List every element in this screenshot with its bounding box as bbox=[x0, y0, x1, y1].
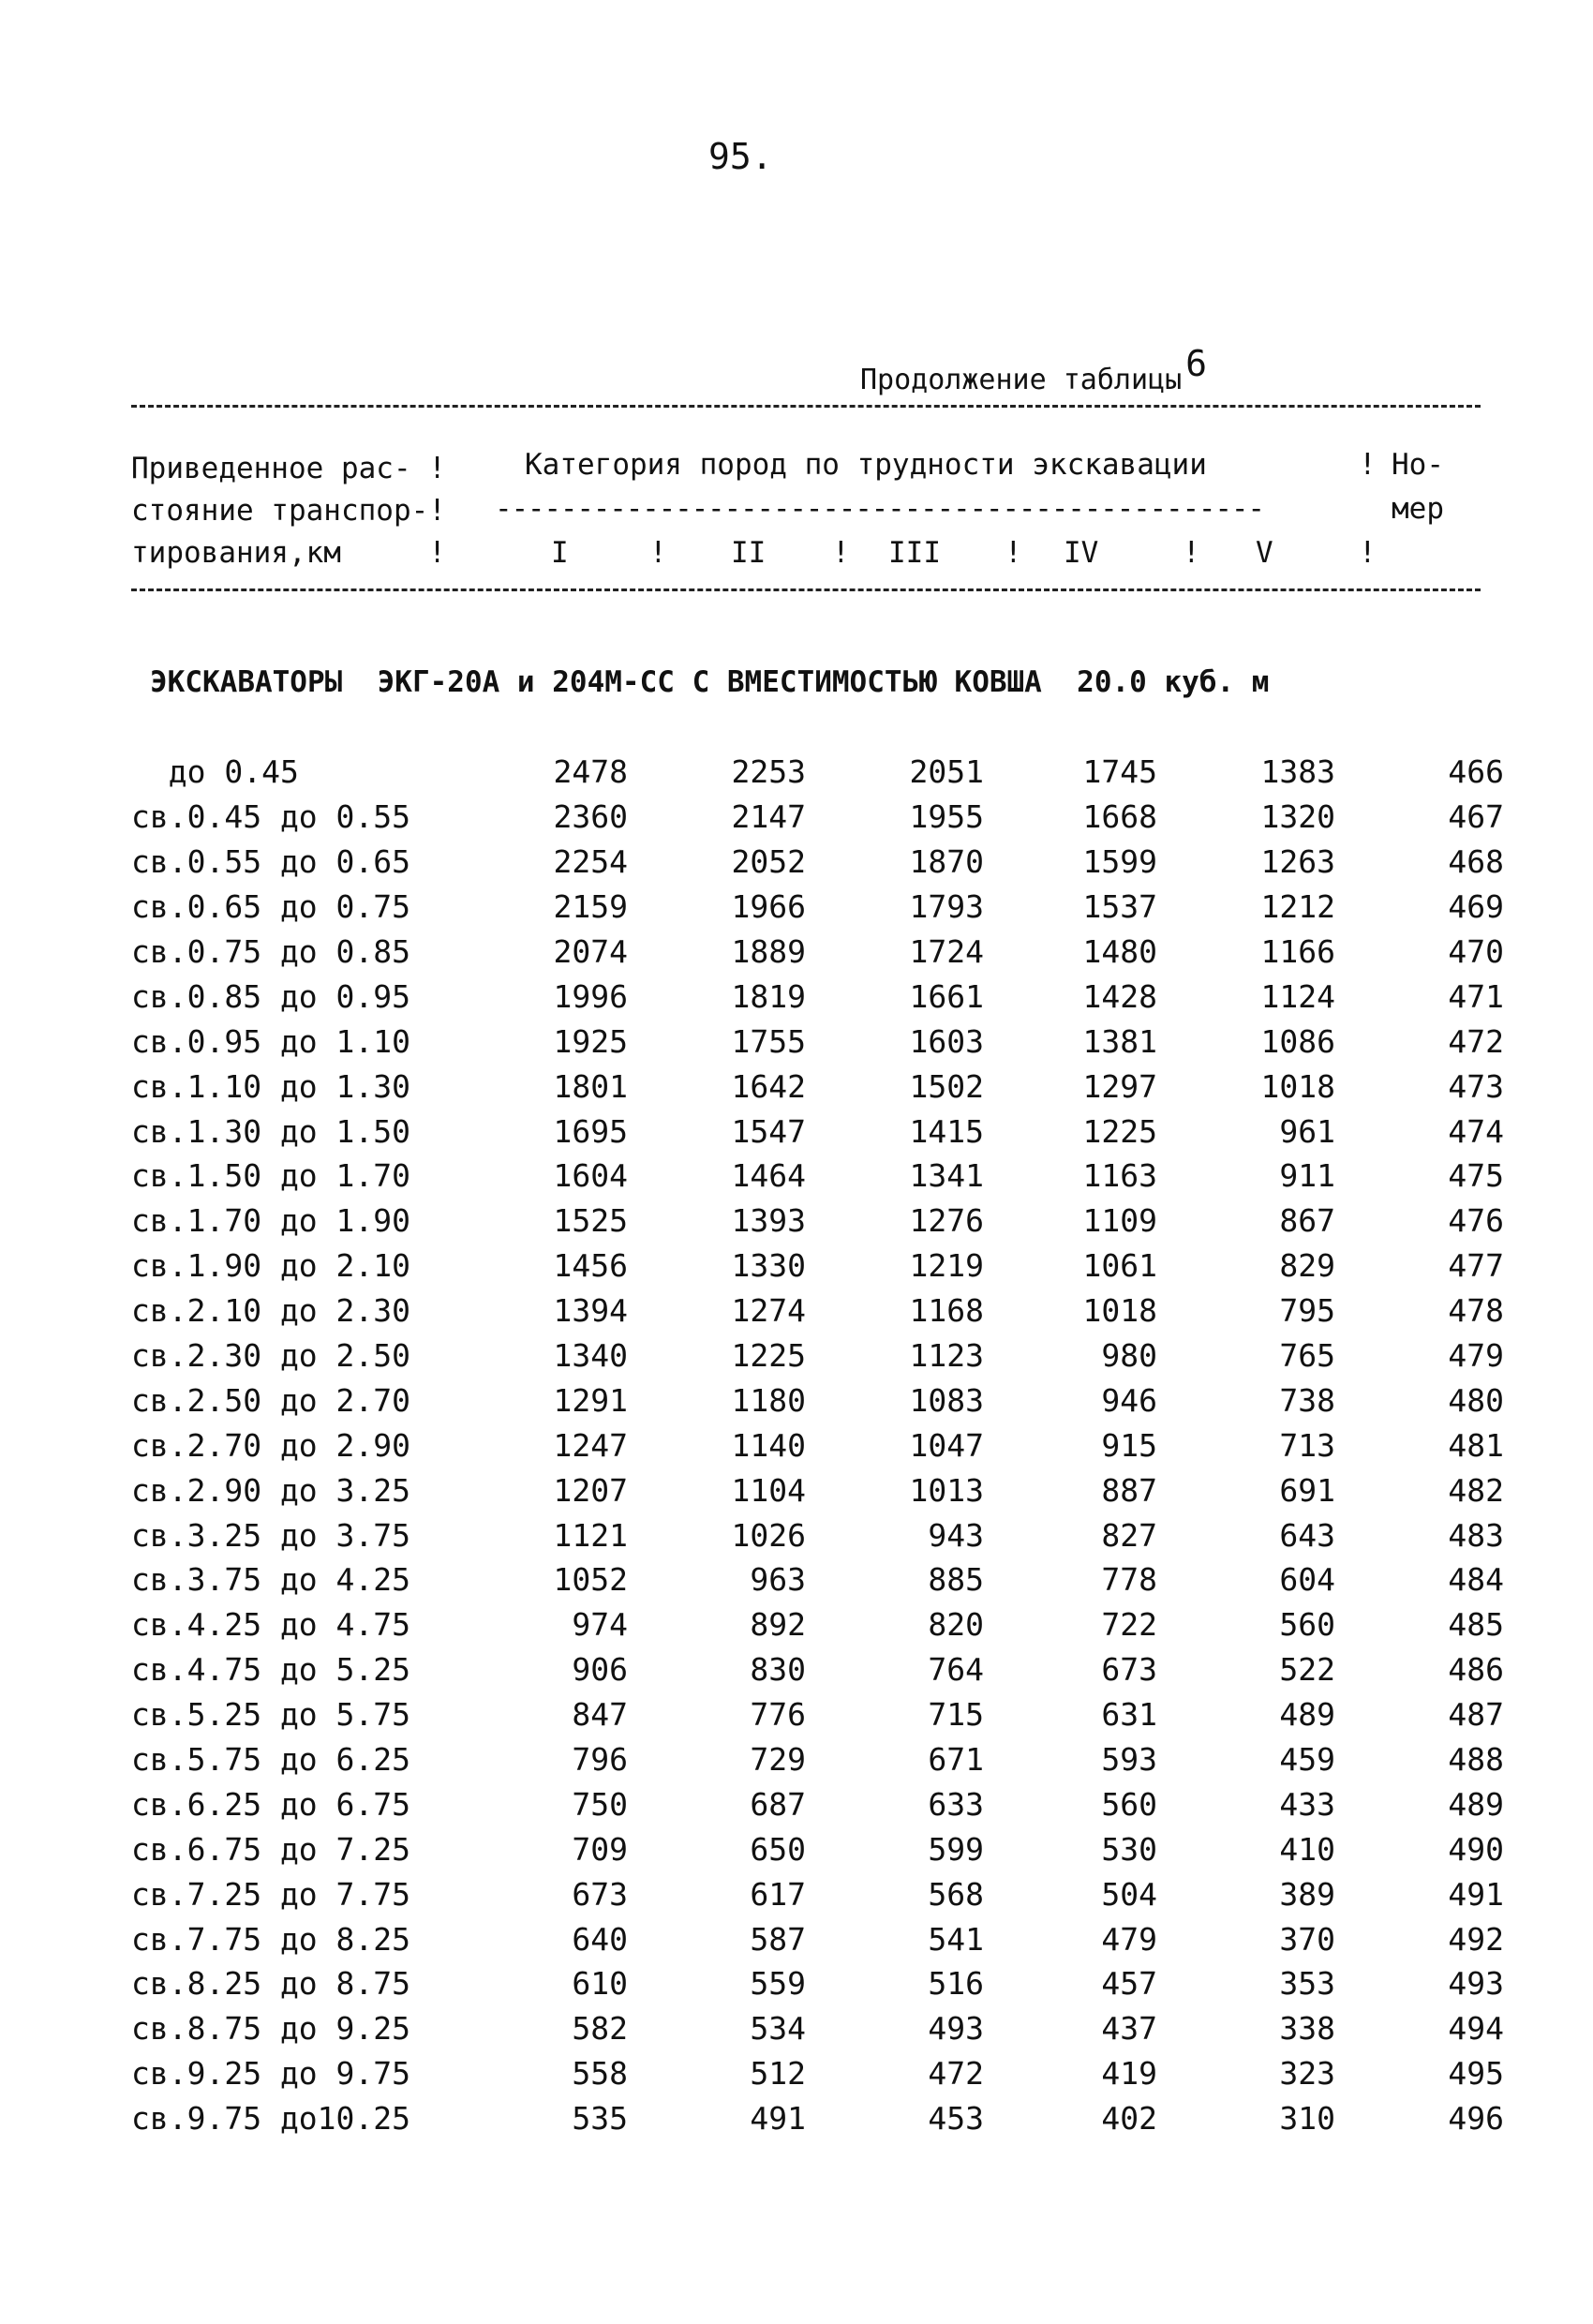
value-cell-cat-1: 1394 bbox=[553, 1292, 628, 1330]
value-cell-cat-4: 1225 bbox=[1082, 1112, 1157, 1150]
distance-cell: св.1.30 до 1.50 bbox=[131, 1112, 411, 1150]
value-cell-cat-5: 560 bbox=[1279, 1606, 1335, 1644]
table-row bbox=[122, 750, 1504, 795]
distance-cell: св.0.75 до 0.85 bbox=[131, 933, 411, 970]
value-cell-cat-3: 1219 bbox=[909, 1247, 984, 1285]
value-cell-cat-2: 587 bbox=[750, 1920, 806, 1958]
header-category-2: II bbox=[731, 536, 767, 570]
value-cell-cat-5: 1263 bbox=[1260, 843, 1335, 881]
value-cell-cat-2: 1104 bbox=[731, 1471, 806, 1509]
value-cell-cat-3: 541 bbox=[928, 1920, 984, 1958]
row-number-cell: 468 bbox=[1448, 843, 1504, 881]
table-row bbox=[122, 1467, 1504, 1512]
row-number-cell: 471 bbox=[1448, 977, 1504, 1015]
value-cell-cat-4: 530 bbox=[1101, 1830, 1157, 1868]
value-cell-cat-1: 673 bbox=[572, 1875, 628, 1913]
distance-cell: св.3.75 до 4.25 bbox=[131, 1561, 411, 1599]
value-cell-cat-3: 1047 bbox=[909, 1426, 984, 1464]
row-number-cell: 482 bbox=[1448, 1471, 1504, 1509]
value-cell-cat-2: 963 bbox=[750, 1561, 806, 1599]
value-cell-cat-2: 1225 bbox=[731, 1337, 806, 1375]
table-row bbox=[122, 1871, 1504, 1916]
value-cell-cat-3: 568 bbox=[928, 1875, 984, 1913]
table-row bbox=[122, 1737, 1504, 1782]
value-cell-cat-4: 827 bbox=[1101, 1516, 1157, 1554]
value-cell-cat-5: 323 bbox=[1279, 2055, 1335, 2093]
table-row bbox=[122, 1423, 1504, 1467]
value-cell-cat-4: 1061 bbox=[1082, 1247, 1157, 1285]
header-cat-sep-5: ! bbox=[1359, 536, 1377, 570]
value-cell-cat-2: 1026 bbox=[731, 1516, 806, 1554]
value-cell-cat-1: 1801 bbox=[553, 1067, 628, 1105]
value-cell-cat-1: 558 bbox=[572, 2055, 628, 2093]
row-number-cell: 475 bbox=[1448, 1157, 1504, 1195]
value-cell-cat-5: 353 bbox=[1279, 1965, 1335, 2003]
table-row bbox=[122, 1333, 1504, 1378]
value-cell-cat-3: 453 bbox=[928, 2100, 984, 2138]
table-row bbox=[122, 930, 1504, 975]
value-cell-cat-3: 671 bbox=[928, 1741, 984, 1779]
table-row bbox=[122, 1244, 1504, 1289]
value-cell-cat-4: 1018 bbox=[1082, 1292, 1157, 1330]
header-category-1: I bbox=[551, 536, 569, 570]
value-cell-cat-4: 1381 bbox=[1082, 1022, 1157, 1060]
value-cell-cat-5: 738 bbox=[1279, 1381, 1335, 1419]
value-cell-cat-1: 1052 bbox=[553, 1561, 628, 1599]
header-bottom-rule bbox=[131, 588, 1481, 591]
value-cell-cat-1: 750 bbox=[572, 1785, 628, 1823]
row-number-cell: 489 bbox=[1448, 1785, 1504, 1823]
distance-cell: св.2.50 до 2.70 bbox=[131, 1381, 411, 1419]
value-cell-cat-5: 433 bbox=[1279, 1785, 1335, 1823]
distance-cell: св.4.75 до 5.25 bbox=[131, 1651, 411, 1689]
value-cell-cat-3: 1168 bbox=[909, 1292, 984, 1330]
table-row bbox=[122, 1064, 1504, 1109]
row-number-cell: 470 bbox=[1448, 933, 1504, 970]
value-cell-cat-1: 2360 bbox=[553, 798, 628, 836]
value-cell-cat-4: 980 bbox=[1101, 1337, 1157, 1375]
row-number-cell: 474 bbox=[1448, 1112, 1504, 1150]
value-cell-cat-2: 1642 bbox=[731, 1067, 806, 1105]
value-cell-cat-2: 650 bbox=[750, 1830, 806, 1868]
table-row bbox=[122, 1602, 1504, 1647]
distance-cell: св.1.10 до 1.30 bbox=[131, 1067, 411, 1105]
distance-cell: св.8.75 до 9.25 bbox=[131, 2010, 411, 2048]
header-title-separator: ! bbox=[1359, 448, 1377, 482]
distance-cell: св.6.25 до 6.75 bbox=[131, 1785, 411, 1823]
distance-cell: св.1.90 до 2.10 bbox=[131, 1247, 411, 1285]
distance-cell: св.0.95 до 1.10 bbox=[131, 1022, 411, 1060]
value-cell-cat-3: 1955 bbox=[909, 798, 984, 836]
row-number-cell: 472 bbox=[1448, 1022, 1504, 1060]
value-cell-cat-4: 631 bbox=[1101, 1696, 1157, 1734]
row-number-cell: 466 bbox=[1448, 753, 1504, 791]
row-number-cell: 483 bbox=[1448, 1516, 1504, 1554]
value-cell-cat-3: 516 bbox=[928, 1965, 984, 2003]
value-cell-cat-4: 722 bbox=[1101, 1606, 1157, 1644]
value-cell-cat-4: 437 bbox=[1101, 2010, 1157, 2048]
distance-cell: св.0.55 до 0.65 bbox=[131, 843, 411, 881]
value-cell-cat-4: 1668 bbox=[1082, 798, 1157, 836]
distance-cell: св.2.30 до 2.50 bbox=[131, 1337, 411, 1375]
value-cell-cat-5: 522 bbox=[1279, 1651, 1335, 1689]
distance-cell: св.9.25 до 9.75 bbox=[131, 2055, 411, 2093]
value-cell-cat-5: 1018 bbox=[1260, 1067, 1335, 1105]
value-cell-cat-2: 1464 bbox=[731, 1157, 806, 1195]
value-cell-cat-4: 1537 bbox=[1082, 888, 1157, 926]
table-row bbox=[122, 974, 1504, 1019]
row-number-cell: 477 bbox=[1448, 1247, 1504, 1285]
value-cell-cat-3: 1123 bbox=[909, 1337, 984, 1375]
page-number: 95. bbox=[708, 136, 773, 177]
value-cell-cat-5: 713 bbox=[1279, 1426, 1335, 1464]
header-distance-line2: стояние транспор-! bbox=[131, 494, 446, 528]
value-cell-cat-1: 1925 bbox=[553, 1022, 628, 1060]
value-cell-cat-5: 410 bbox=[1279, 1830, 1335, 1868]
value-cell-cat-3: 1603 bbox=[909, 1022, 984, 1060]
value-cell-cat-2: 559 bbox=[750, 1965, 806, 2003]
value-cell-cat-5: 338 bbox=[1279, 2010, 1335, 2048]
distance-cell: св.2.70 до 2.90 bbox=[131, 1426, 411, 1464]
table-row bbox=[122, 1557, 1504, 1602]
distance-cell: св.2.90 до 3.25 bbox=[131, 1471, 411, 1509]
value-cell-cat-1: 1291 bbox=[553, 1381, 628, 1419]
value-cell-cat-4: 593 bbox=[1101, 1741, 1157, 1779]
value-cell-cat-2: 1180 bbox=[731, 1381, 806, 1419]
value-cell-cat-4: 1109 bbox=[1082, 1202, 1157, 1240]
distance-cell: св.6.75 до 7.25 bbox=[131, 1830, 411, 1868]
value-cell-cat-1: 709 bbox=[572, 1830, 628, 1868]
table-row bbox=[122, 1019, 1504, 1064]
value-cell-cat-2: 776 bbox=[750, 1696, 806, 1734]
value-cell-cat-4: 1480 bbox=[1082, 933, 1157, 970]
header-distance-line1: Приведенное рас- ! bbox=[131, 452, 446, 485]
value-cell-cat-3: 633 bbox=[928, 1785, 984, 1823]
value-cell-cat-4: 402 bbox=[1101, 2100, 1157, 2138]
value-cell-cat-1: 1121 bbox=[553, 1516, 628, 1554]
row-number-cell: 491 bbox=[1448, 1875, 1504, 1913]
distance-cell: св.1.50 до 1.70 bbox=[131, 1157, 411, 1195]
value-cell-cat-2: 512 bbox=[750, 2055, 806, 2093]
value-cell-cat-2: 1547 bbox=[731, 1112, 806, 1150]
value-cell-cat-3: 599 bbox=[928, 1830, 984, 1868]
value-cell-cat-3: 1415 bbox=[909, 1112, 984, 1150]
value-cell-cat-2: 2147 bbox=[731, 798, 806, 836]
value-cell-cat-2: 1330 bbox=[731, 1247, 806, 1285]
top-rule bbox=[131, 405, 1481, 408]
value-cell-cat-2: 2052 bbox=[731, 843, 806, 881]
value-cell-cat-4: 1599 bbox=[1082, 843, 1157, 881]
header-number-line1: Но- bbox=[1392, 448, 1444, 482]
value-cell-cat-5: 691 bbox=[1279, 1471, 1335, 1509]
value-cell-cat-2: 1889 bbox=[731, 933, 806, 970]
value-cell-cat-4: 1297 bbox=[1082, 1067, 1157, 1105]
row-number-cell: 492 bbox=[1448, 1920, 1504, 1958]
value-cell-cat-4: 778 bbox=[1101, 1561, 1157, 1599]
value-cell-cat-2: 687 bbox=[750, 1785, 806, 1823]
value-cell-cat-1: 2074 bbox=[553, 933, 628, 970]
header-cat-sep-4: ! bbox=[1183, 536, 1200, 570]
value-cell-cat-5: 389 bbox=[1279, 1875, 1335, 1913]
value-cell-cat-5: 1086 bbox=[1260, 1022, 1335, 1060]
distance-cell: св.5.25 до 5.75 bbox=[131, 1696, 411, 1734]
value-cell-cat-1: 640 bbox=[572, 1920, 628, 1958]
header-number-line2: мер bbox=[1392, 492, 1444, 526]
value-cell-cat-3: 820 bbox=[928, 1606, 984, 1644]
value-cell-cat-5: 310 bbox=[1279, 2100, 1335, 2138]
value-cell-cat-2: 1819 bbox=[731, 977, 806, 1015]
table-row bbox=[122, 840, 1504, 885]
value-cell-cat-3: 1502 bbox=[909, 1067, 984, 1105]
value-cell-cat-1: 2478 bbox=[553, 753, 628, 791]
table-row bbox=[122, 2051, 1504, 2096]
value-cell-cat-4: 504 bbox=[1101, 1875, 1157, 1913]
value-cell-cat-2: 2253 bbox=[731, 753, 806, 791]
table-row bbox=[122, 1289, 1504, 1333]
row-number-cell: 490 bbox=[1448, 1830, 1504, 1868]
table-row bbox=[122, 1154, 1504, 1199]
value-cell-cat-5: 643 bbox=[1279, 1516, 1335, 1554]
header-category-title: Категория пород по трудности экскавации bbox=[525, 448, 1207, 482]
row-number-cell: 493 bbox=[1448, 1965, 1504, 2003]
header-category-4: IV bbox=[1064, 536, 1099, 570]
value-cell-cat-4: 419 bbox=[1101, 2055, 1157, 2093]
header-cat-sep-3: ! bbox=[1005, 536, 1022, 570]
value-cell-cat-5: 911 bbox=[1279, 1157, 1335, 1195]
row-number-cell: 480 bbox=[1448, 1381, 1504, 1419]
value-cell-cat-4: 915 bbox=[1101, 1426, 1157, 1464]
table-row bbox=[122, 795, 1504, 840]
value-cell-cat-2: 1274 bbox=[731, 1292, 806, 1330]
row-number-cell: 467 bbox=[1448, 798, 1504, 836]
value-cell-cat-5: 1166 bbox=[1260, 933, 1335, 970]
value-cell-cat-1: 1340 bbox=[553, 1337, 628, 1375]
value-cell-cat-5: 829 bbox=[1279, 1247, 1335, 1285]
value-cell-cat-2: 1966 bbox=[731, 888, 806, 926]
value-cell-cat-1: 1525 bbox=[553, 1202, 628, 1240]
value-cell-cat-1: 847 bbox=[572, 1696, 628, 1734]
value-cell-cat-5: 459 bbox=[1279, 1741, 1335, 1779]
value-cell-cat-1: 2254 bbox=[553, 843, 628, 881]
distance-cell: св.1.70 до 1.90 bbox=[131, 1202, 411, 1240]
value-cell-cat-3: 1276 bbox=[909, 1202, 984, 1240]
value-cell-cat-5: 867 bbox=[1279, 1202, 1335, 1240]
value-cell-cat-4: 479 bbox=[1101, 1920, 1157, 1958]
value-cell-cat-1: 1604 bbox=[553, 1157, 628, 1195]
row-number-cell: 481 bbox=[1448, 1426, 1504, 1464]
value-cell-cat-1: 906 bbox=[572, 1651, 628, 1689]
value-cell-cat-2: 1140 bbox=[731, 1426, 806, 1464]
continuation-text: Продолжение таблицы bbox=[860, 364, 1183, 396]
distance-cell: св.3.25 до 3.75 bbox=[131, 1516, 411, 1554]
header-category-5: V bbox=[1256, 536, 1273, 570]
value-cell-cat-4: 1428 bbox=[1082, 977, 1157, 1015]
value-cell-cat-3: 715 bbox=[928, 1696, 984, 1734]
row-number-cell: 469 bbox=[1448, 888, 1504, 926]
value-cell-cat-1: 1996 bbox=[553, 977, 628, 1015]
table-row bbox=[122, 1961, 1504, 2006]
distance-cell: св.7.25 до 7.75 bbox=[131, 1875, 411, 1913]
value-cell-cat-2: 534 bbox=[750, 2010, 806, 2048]
table-row bbox=[122, 1109, 1504, 1154]
data-table bbox=[122, 750, 1504, 2141]
table-row bbox=[122, 2096, 1504, 2141]
table-continuation-label bbox=[860, 343, 1208, 397]
value-cell-cat-3: 493 bbox=[928, 2010, 984, 2048]
value-cell-cat-2: 892 bbox=[750, 1606, 806, 1644]
row-number-cell: 495 bbox=[1448, 2055, 1504, 2093]
row-number-cell: 478 bbox=[1448, 1292, 1504, 1330]
value-cell-cat-3: 1661 bbox=[909, 977, 984, 1015]
section-title: ЭКСКАВАТОРЫ ЭКГ-20А и 204М-СС С ВМЕСТИМОСТЬЮ КОВША 20.0 куб. м bbox=[150, 665, 1270, 699]
row-number-cell: 476 bbox=[1448, 1202, 1504, 1240]
distance-cell: св.2.10 до 2.30 bbox=[131, 1292, 411, 1330]
header-distance-line3: тирования,км ! bbox=[131, 536, 446, 570]
value-cell-cat-3: 1013 bbox=[909, 1471, 984, 1509]
row-number-cell: 479 bbox=[1448, 1337, 1504, 1375]
value-cell-cat-2: 729 bbox=[750, 1741, 806, 1779]
value-cell-cat-2: 491 bbox=[750, 2100, 806, 2138]
table-row bbox=[122, 1692, 1504, 1737]
value-cell-cat-2: 830 bbox=[750, 1651, 806, 1689]
table-row bbox=[122, 1916, 1504, 1961]
value-cell-cat-1: 1456 bbox=[553, 1247, 628, 1285]
value-cell-cat-3: 943 bbox=[928, 1516, 984, 1554]
table-row bbox=[122, 1647, 1504, 1692]
row-number-cell: 494 bbox=[1448, 2010, 1504, 2048]
table-row bbox=[122, 1826, 1504, 1871]
value-cell-cat-4: 887 bbox=[1101, 1471, 1157, 1509]
value-cell-cat-1: 2159 bbox=[553, 888, 628, 926]
table-row bbox=[122, 2006, 1504, 2051]
value-cell-cat-4: 1745 bbox=[1082, 753, 1157, 791]
row-number-cell: 484 bbox=[1448, 1561, 1504, 1599]
table-row bbox=[122, 1781, 1504, 1826]
value-cell-cat-5: 1383 bbox=[1260, 753, 1335, 791]
value-cell-cat-4: 560 bbox=[1101, 1785, 1157, 1823]
value-cell-cat-4: 673 bbox=[1101, 1651, 1157, 1689]
value-cell-cat-3: 1724 bbox=[909, 933, 984, 970]
value-cell-cat-3: 472 bbox=[928, 2055, 984, 2093]
value-cell-cat-1: 610 bbox=[572, 1965, 628, 2003]
table-number: 6 bbox=[1185, 343, 1208, 384]
value-cell-cat-5: 489 bbox=[1279, 1696, 1335, 1734]
distance-cell: св.4.25 до 4.75 bbox=[131, 1606, 411, 1644]
value-cell-cat-4: 946 bbox=[1101, 1381, 1157, 1419]
value-cell-cat-5: 1124 bbox=[1260, 977, 1335, 1015]
value-cell-cat-2: 1755 bbox=[731, 1022, 806, 1060]
value-cell-cat-3: 1341 bbox=[909, 1157, 984, 1195]
header-category-3: III bbox=[888, 536, 941, 570]
value-cell-cat-3: 1870 bbox=[909, 843, 984, 881]
value-cell-cat-1: 1695 bbox=[553, 1112, 628, 1150]
value-cell-cat-2: 1393 bbox=[731, 1202, 806, 1240]
header-cat-sep-2: ! bbox=[832, 536, 850, 570]
value-cell-cat-4: 1163 bbox=[1082, 1157, 1157, 1195]
value-cell-cat-3: 885 bbox=[928, 1561, 984, 1599]
distance-cell: св.8.25 до 8.75 bbox=[131, 1965, 411, 2003]
value-cell-cat-3: 1083 bbox=[909, 1381, 984, 1419]
value-cell-cat-1: 1247 bbox=[553, 1426, 628, 1464]
table-row bbox=[122, 1512, 1504, 1557]
table-row bbox=[122, 1199, 1504, 1244]
value-cell-cat-5: 1320 bbox=[1260, 798, 1335, 836]
value-cell-cat-3: 764 bbox=[928, 1651, 984, 1689]
value-cell-cat-3: 2051 bbox=[909, 753, 984, 791]
distance-cell: св.0.85 до 0.95 bbox=[131, 977, 411, 1015]
value-cell-cat-5: 1212 bbox=[1260, 888, 1335, 926]
table-row bbox=[122, 885, 1504, 930]
value-cell-cat-1: 535 bbox=[572, 2100, 628, 2138]
value-cell-cat-3: 1793 bbox=[909, 888, 984, 926]
distance-cell: св.9.75 до10.25 bbox=[131, 2100, 411, 2138]
value-cell-cat-5: 370 bbox=[1279, 1920, 1335, 1958]
row-number-cell: 485 bbox=[1448, 1606, 1504, 1644]
row-number-cell: 473 bbox=[1448, 1067, 1504, 1105]
row-number-cell: 496 bbox=[1448, 2100, 1504, 2138]
header-cat-sep-1: ! bbox=[649, 536, 667, 570]
value-cell-cat-1: 974 bbox=[572, 1606, 628, 1644]
header-inner-dashes: ----------------------------------------------- bbox=[495, 492, 1264, 526]
value-cell-cat-1: 582 bbox=[572, 2010, 628, 2048]
value-cell-cat-5: 765 bbox=[1279, 1337, 1335, 1375]
distance-cell: св.0.45 до 0.55 bbox=[131, 798, 411, 836]
distance-cell: св.0.65 до 0.75 bbox=[131, 888, 411, 926]
value-cell-cat-4: 457 bbox=[1101, 1965, 1157, 2003]
value-cell-cat-2: 617 bbox=[750, 1875, 806, 1913]
table-row bbox=[122, 1378, 1504, 1423]
distance-cell: св.7.75 до 8.25 bbox=[131, 1920, 411, 1958]
value-cell-cat-5: 961 bbox=[1279, 1112, 1335, 1150]
value-cell-cat-5: 604 bbox=[1279, 1561, 1335, 1599]
row-number-cell: 488 bbox=[1448, 1741, 1504, 1779]
row-number-cell: 486 bbox=[1448, 1651, 1504, 1689]
value-cell-cat-1: 796 bbox=[572, 1741, 628, 1779]
distance-cell: до 0.45 bbox=[131, 753, 299, 791]
row-number-cell: 487 bbox=[1448, 1696, 1504, 1734]
distance-cell: св.5.75 до 6.25 bbox=[131, 1741, 411, 1779]
value-cell-cat-5: 795 bbox=[1279, 1292, 1335, 1330]
value-cell-cat-1: 1207 bbox=[553, 1471, 628, 1509]
